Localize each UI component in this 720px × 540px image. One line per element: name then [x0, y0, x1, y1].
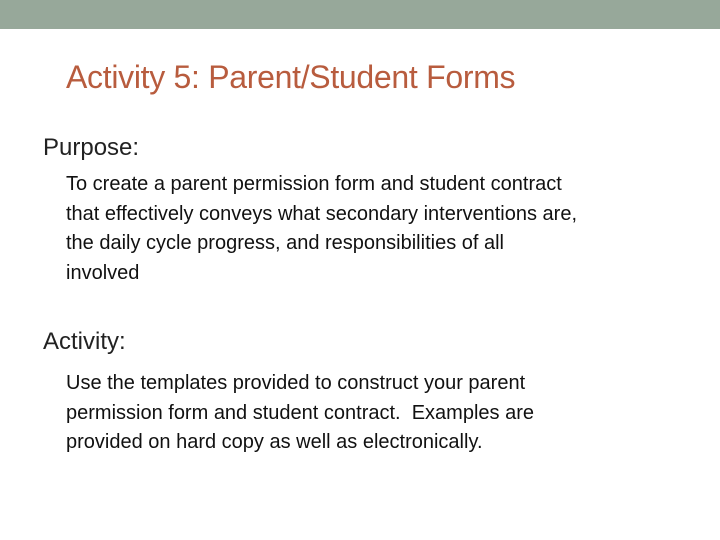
activity-text	[66, 369, 666, 458]
purpose-text	[66, 170, 696, 288]
purpose-line: the daily cycle progress, and responsibilities of all	[66, 232, 504, 254]
activity-line: provided on hard copy as well as electronically.	[66, 431, 483, 453]
top-accent-bar	[0, 0, 720, 29]
purpose-line: involved	[66, 261, 140, 284]
activity-line: Use the templates provided to construct your parent	[66, 372, 526, 394]
slide-title: Activity 5: Parent/Student Forms	[66, 59, 516, 95]
purpose-line: that effectively conveys what secondary interventions are,	[66, 202, 578, 225]
purpose-heading: Purpose:	[43, 134, 140, 161]
purpose-line: To create a parent permission form and student contract	[66, 173, 562, 195]
activity-heading: Activity:	[43, 328, 126, 355]
activity-line: permission form and student contract. Examples are	[66, 401, 534, 424]
